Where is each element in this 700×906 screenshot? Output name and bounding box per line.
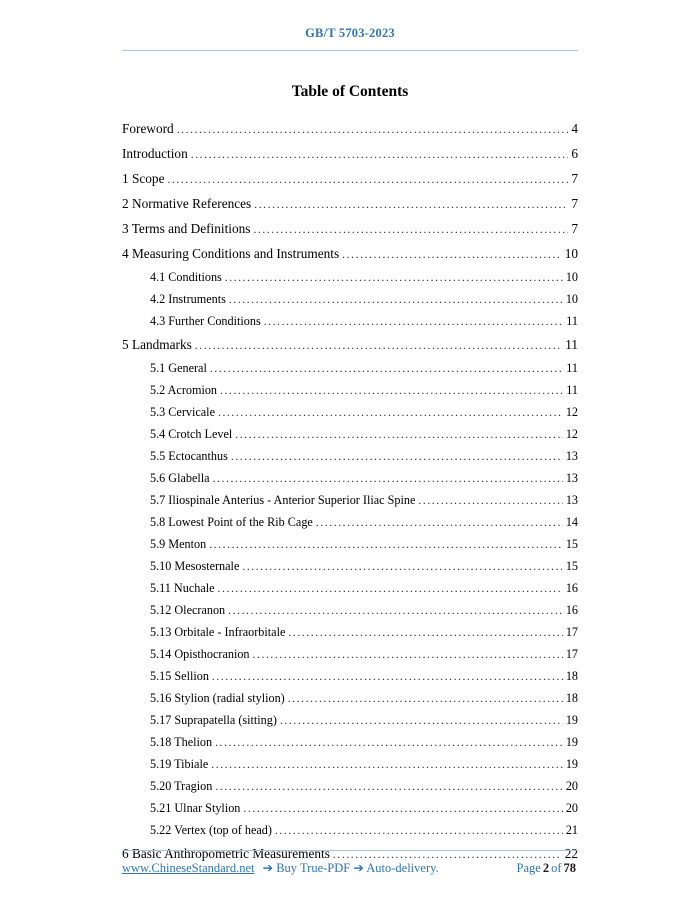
document-code: GB/T 5703-2023 bbox=[305, 26, 395, 40]
toc-entry-page: 22 bbox=[564, 846, 578, 861]
toc-leader-dots bbox=[275, 820, 563, 842]
toc-entry-page: 13 bbox=[565, 449, 578, 463]
toc-leader-dots bbox=[231, 446, 563, 468]
toc-leader-dots bbox=[177, 117, 569, 142]
toc-entry-label: 5.17 Suprapatella (sitting) bbox=[150, 713, 277, 727]
of-label: of bbox=[551, 861, 562, 875]
toc-entry-label: 3 Terms and Definitions bbox=[122, 221, 251, 236]
toc-entry[interactable] bbox=[122, 289, 578, 311]
toc-leader-dots bbox=[288, 622, 562, 644]
toc-entry-page: 10 bbox=[565, 292, 578, 306]
toc-entry-label: 5.11 Nuchale bbox=[150, 581, 215, 595]
toc-entry-label: 1 Scope bbox=[122, 171, 165, 186]
toc-entry[interactable] bbox=[122, 534, 578, 556]
page-label: Page bbox=[516, 861, 541, 875]
toc-entry-page: 6 bbox=[571, 146, 578, 161]
toc-entry[interactable] bbox=[122, 167, 578, 192]
toc-leader-dots bbox=[213, 468, 563, 490]
header-divider bbox=[122, 50, 578, 51]
document-footer bbox=[122, 850, 578, 876]
toc-entry-page: 4 bbox=[571, 121, 578, 136]
toc-entry-page: 19 bbox=[565, 757, 578, 771]
toc-entry[interactable] bbox=[122, 578, 578, 600]
toc-entry-label: 4.2 Instruments bbox=[150, 292, 226, 306]
toc-entry[interactable] bbox=[122, 333, 578, 358]
toc-entry-label: 5.15 Sellion bbox=[150, 669, 209, 683]
toc-entry-label: 5.14 Opisthocranion bbox=[150, 647, 250, 661]
toc-leader-dots bbox=[253, 644, 563, 666]
toc-entry-label: 5.9 Menton bbox=[150, 537, 207, 551]
toc-entry-label: 5 Landmarks bbox=[122, 337, 192, 352]
toc-entry-label: Introduction bbox=[122, 146, 188, 161]
toc-leader-dots bbox=[218, 402, 563, 424]
toc-entry[interactable] bbox=[122, 358, 578, 380]
toc-entry[interactable] bbox=[122, 820, 578, 842]
toc-leader-dots bbox=[211, 754, 563, 776]
toc-entry[interactable] bbox=[122, 402, 578, 424]
footer-tagline: ➔ Buy True-PDF ➔ Auto-delivery. bbox=[262, 861, 439, 875]
toc-leader-dots bbox=[253, 217, 568, 242]
toc-entry-page: 16 bbox=[565, 581, 578, 595]
toc-entry[interactable] bbox=[122, 512, 578, 534]
toc-entry[interactable] bbox=[122, 424, 578, 446]
toc-entry[interactable] bbox=[122, 446, 578, 468]
toc-entry-label: 5.16 Stylion (radial stylion) bbox=[150, 691, 285, 705]
toc-entry-label: 5.5 Ectocanthus bbox=[150, 449, 228, 463]
toc-leader-dots bbox=[280, 710, 563, 732]
toc-entry-label: 5.2 Acromion bbox=[150, 383, 218, 397]
toc-entry-label: 4 Measuring Conditions and Instruments bbox=[122, 246, 340, 261]
toc-entry-page: 21 bbox=[565, 823, 578, 837]
toc-leader-dots bbox=[342, 242, 562, 267]
toc-entry-page: 10 bbox=[564, 246, 578, 261]
toc-entry-label: 5.12 Olecranon bbox=[150, 603, 226, 617]
toc-entry-label: 5.4 Crotch Level bbox=[150, 427, 233, 441]
toc-entry-page: 20 bbox=[565, 801, 578, 815]
toc-leader-dots bbox=[228, 600, 563, 622]
toc-entry-page: 11 bbox=[566, 361, 578, 375]
toc-leader-dots bbox=[195, 333, 562, 358]
toc-leader-dots bbox=[209, 534, 563, 556]
toc-entry[interactable] bbox=[122, 117, 578, 142]
toc-entry-label: Foreword bbox=[122, 121, 174, 136]
toc-entry-page: 14 bbox=[565, 515, 578, 529]
toc-entry[interactable] bbox=[122, 267, 578, 289]
toc-entry-label: 5.22 Vertex (top of head) bbox=[150, 823, 272, 837]
toc-entry-label: 4.1 Conditions bbox=[150, 270, 222, 284]
toc-entry[interactable] bbox=[122, 798, 578, 820]
toc-entry-page: 17 bbox=[565, 625, 578, 639]
toc-leader-dots bbox=[288, 688, 563, 710]
toc-entry[interactable] bbox=[122, 600, 578, 622]
toc-entry-page: 20 bbox=[565, 779, 578, 793]
page-total: 78 bbox=[563, 861, 576, 875]
toc-title: Table of Contents bbox=[291, 83, 409, 100]
toc-leader-dots bbox=[210, 358, 563, 380]
toc-entry[interactable] bbox=[122, 666, 578, 688]
toc-entry-label: 4.3 Further Conditions bbox=[150, 314, 261, 328]
toc-leader-dots bbox=[167, 167, 568, 192]
toc-entry-page: 11 bbox=[565, 337, 578, 352]
toc-entry[interactable] bbox=[122, 192, 578, 217]
toc-entry[interactable] bbox=[122, 242, 578, 267]
toc-entry-page: 17 bbox=[565, 647, 578, 661]
toc-leader-dots bbox=[243, 798, 562, 820]
toc-leader-dots bbox=[316, 512, 563, 534]
toc-entry[interactable] bbox=[122, 311, 578, 333]
footer-divider bbox=[122, 850, 578, 851]
toc-leader-dots bbox=[242, 556, 562, 578]
toc-entry[interactable] bbox=[122, 468, 578, 490]
website-link[interactable]: www.ChineseStandard.net bbox=[122, 861, 255, 875]
toc-entry-page: 11 bbox=[566, 383, 578, 397]
toc-entry-page: 7 bbox=[571, 221, 578, 236]
toc-entry[interactable] bbox=[122, 380, 578, 402]
toc-entry-label: 5.19 Tibiale bbox=[150, 757, 209, 771]
toc-entry-label: 5.13 Orbitale - Infraorbitale bbox=[150, 625, 286, 639]
toc-leader-dots bbox=[229, 289, 563, 311]
toc-entry-label: 5.18 Thelion bbox=[150, 735, 213, 749]
toc-leader-dots bbox=[225, 267, 563, 289]
toc-leader-dots bbox=[254, 192, 568, 217]
toc-entry-page: 15 bbox=[565, 537, 578, 551]
toc-entry-label: 5.1 General bbox=[150, 361, 207, 375]
toc-entry-label: 5.6 Glabella bbox=[150, 471, 210, 485]
toc-entry[interactable] bbox=[122, 556, 578, 578]
toc-entry[interactable] bbox=[122, 142, 578, 167]
toc-entry[interactable] bbox=[122, 710, 578, 732]
toc-leader-dots bbox=[264, 311, 564, 333]
toc-entry-page: 10 bbox=[565, 270, 578, 284]
toc-entry[interactable] bbox=[122, 490, 578, 512]
toc-entry-label: 6 Basic Anthropometric Measurements bbox=[122, 846, 330, 861]
toc-entry-page: 12 bbox=[565, 427, 578, 441]
toc-entry-label: 2 Normative References bbox=[122, 196, 252, 211]
toc-entry[interactable] bbox=[122, 622, 578, 644]
page-current: 2 bbox=[542, 861, 550, 875]
toc-entry[interactable] bbox=[122, 217, 578, 242]
toc-entry-label: 5.10 Mesosternale bbox=[150, 559, 240, 573]
toc-entry-label: 5.21 Ulnar Stylion bbox=[150, 801, 241, 815]
toc-entry-label: 5.7 Iliospinale Anterius - Anterior Superior Iliac Spine bbox=[150, 493, 416, 507]
toc-leader-dots bbox=[215, 776, 563, 798]
toc-entry-page: 7 bbox=[571, 171, 578, 186]
toc-entry-label: 5.8 Lowest Point of the Rib Cage bbox=[150, 515, 313, 529]
toc-leader-dots bbox=[235, 424, 563, 446]
toc-entry-label: 5.3 Cervicale bbox=[150, 405, 215, 419]
page-indicator bbox=[517, 861, 578, 876]
toc-entry-page: 7 bbox=[571, 196, 578, 211]
document-header bbox=[0, 0, 700, 51]
toc-entry-page: 15 bbox=[565, 559, 578, 573]
toc-leader-dots bbox=[218, 578, 563, 600]
toc-leader-dots bbox=[212, 666, 563, 688]
toc-leader-dots bbox=[220, 380, 563, 402]
toc-entry[interactable] bbox=[122, 754, 578, 776]
toc-entry[interactable] bbox=[122, 644, 578, 666]
footer-left bbox=[122, 860, 439, 876]
toc-entry-page: 19 bbox=[565, 735, 578, 749]
toc-leader-dots bbox=[215, 732, 563, 754]
toc-entry-page: 13 bbox=[565, 493, 578, 507]
toc-list bbox=[122, 117, 578, 867]
toc-entry-page: 18 bbox=[565, 691, 578, 705]
toc-entry[interactable] bbox=[122, 732, 578, 754]
toc-entry[interactable] bbox=[122, 776, 578, 798]
toc-entry-page: 19 bbox=[565, 713, 578, 727]
toc-entry-page: 13 bbox=[565, 471, 578, 485]
toc-leader-dots bbox=[191, 142, 569, 167]
toc-leader-dots bbox=[418, 490, 562, 512]
toc-entry-label: 5.20 Tragion bbox=[150, 779, 213, 793]
toc-entry-page: 16 bbox=[565, 603, 578, 617]
toc-entry-page: 12 bbox=[565, 405, 578, 419]
toc-entry[interactable] bbox=[122, 688, 578, 710]
toc-entry-page: 18 bbox=[565, 669, 578, 683]
toc-entry-page: 11 bbox=[566, 314, 578, 328]
